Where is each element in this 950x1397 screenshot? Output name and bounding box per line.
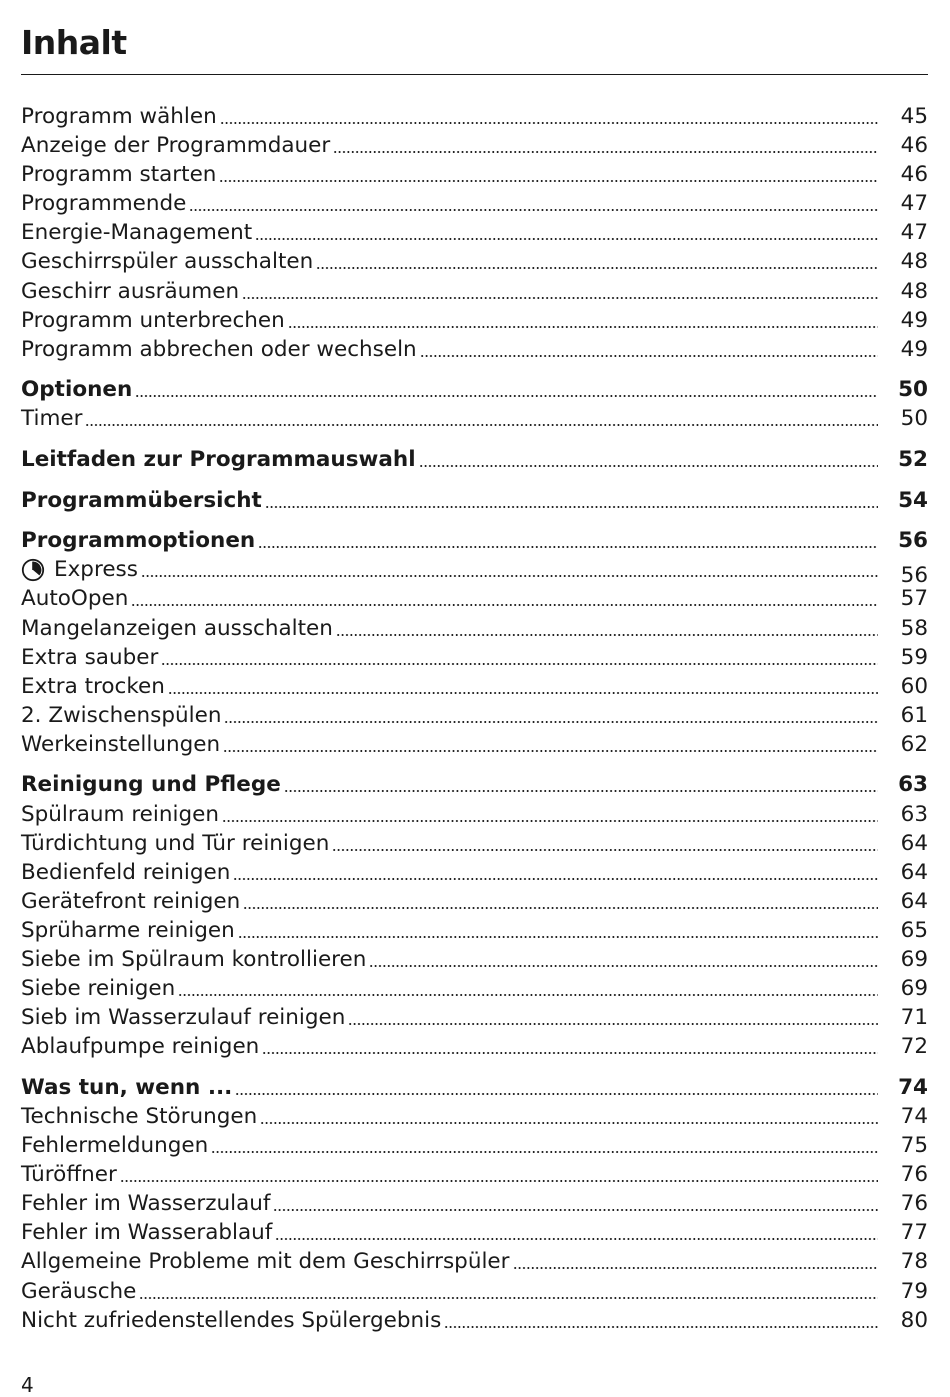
toc-section-heading[interactable]: [21, 770, 928, 799]
toc-entry-title: [21, 1247, 510, 1276]
dot-leader: [369, 945, 878, 974]
toc-entry[interactable]: [21, 218, 928, 247]
toc-entry-page: 64: [900, 859, 928, 885]
toc-entry-title: [21, 247, 313, 276]
toc-entry-page: 64: [900, 830, 928, 856]
toc-entry-label: Programm starten: [21, 162, 217, 188]
toc-entry-label: Energie-Management: [21, 220, 253, 246]
toc-entry[interactable]: [21, 643, 928, 672]
dot-leader: [161, 643, 878, 672]
toc-entry[interactable]: [21, 1131, 928, 1160]
dot-leader: [168, 672, 878, 701]
toc-entry-title: [21, 945, 366, 974]
page-title: Inhalt: [21, 23, 127, 62]
toc-entry[interactable]: [21, 584, 928, 613]
toc-entry-title: [21, 189, 186, 218]
dot-leader: [189, 189, 878, 218]
dot-leader: [222, 800, 878, 829]
dot-leader: [242, 277, 878, 306]
toc-entry-page: 48: [900, 278, 928, 304]
toc-entry-page: 58: [900, 615, 928, 641]
toc-entry[interactable]: [21, 945, 928, 974]
toc-entry-label: Was tun, wenn ...: [21, 1074, 233, 1100]
toc-entry-page: 76: [900, 1162, 928, 1188]
toc-entry-label: Siebe reinigen: [21, 976, 176, 1002]
toc-entry-title: [21, 375, 132, 404]
dot-leader: [238, 916, 878, 945]
toc-entry[interactable]: [21, 1160, 928, 1189]
toc-section-heading[interactable]: [21, 1073, 928, 1102]
toc-entry-title: [21, 306, 285, 335]
toc-entry-label: Fehlermeldungen: [21, 1133, 209, 1159]
toc-entry-page: 50: [900, 406, 928, 432]
dot-leader: [120, 1160, 878, 1189]
toc-entry-label: Ablaufpumpe reinigen: [21, 1034, 260, 1060]
dot-leader: [275, 1218, 878, 1247]
toc-entry[interactable]: [21, 247, 928, 276]
toc-entry[interactable]: [21, 189, 928, 218]
toc-entry-title: [21, 584, 128, 613]
toc-entry-label: 2. Zwischenspülen: [21, 702, 222, 728]
toc-entry-page: 56: [898, 528, 928, 554]
toc-entry-page: 52: [898, 447, 928, 473]
dot-leader: [233, 858, 878, 887]
toc-entry-label: Bedienfeld reinigen: [21, 859, 231, 885]
toc-entry-title: [21, 1189, 270, 1218]
toc-entry[interactable]: [21, 1003, 928, 1032]
toc-entry-title: [21, 858, 230, 887]
toc-entry[interactable]: [21, 306, 928, 335]
toc-entry[interactable]: [21, 1032, 928, 1061]
dot-leader: [141, 555, 878, 584]
dot-leader: [333, 131, 878, 160]
toc-entry-label: Reinigung und Pflege: [21, 772, 281, 798]
toc-entry-label: AutoOpen: [21, 586, 129, 612]
toc-entry-page: 74: [900, 1104, 928, 1129]
toc-entry-page: 63: [898, 772, 928, 798]
toc-entry-title: [21, 614, 333, 643]
toc-entry-label: Siebe im Spülraum kontrollieren: [21, 947, 367, 973]
dot-leader: [336, 614, 878, 643]
toc-entry-title: [21, 770, 281, 799]
title-divider: [21, 74, 928, 75]
dot-leader: [211, 1131, 878, 1160]
dot-leader: [219, 160, 878, 189]
dot-leader: [255, 218, 878, 247]
toc-entry-label: Fehler im Wasserzulauf: [21, 1191, 271, 1217]
toc-entry-page: 59: [900, 644, 928, 670]
toc-entry-label: Werkeinstellungen: [21, 731, 221, 757]
dot-leader: [273, 1189, 878, 1218]
toc-entry-title: [21, 800, 219, 829]
table-of-contents: [21, 102, 928, 1335]
toc-entry-label: Spülraum reinigen: [21, 801, 219, 827]
toc-entry-label: Programmende: [21, 191, 187, 217]
toc-entry-page: 69: [900, 947, 928, 973]
toc-entry-label: Programm abbrechen oder wechseln: [21, 336, 417, 362]
dot-leader: [258, 526, 878, 555]
toc-entry[interactable]: [21, 1218, 928, 1247]
dot-leader: [265, 486, 878, 515]
toc-entry[interactable]: [21, 614, 928, 643]
toc-entry-page: 79: [900, 1278, 928, 1304]
toc-entry-page: 65: [900, 917, 928, 943]
toc-entry[interactable]: [21, 102, 928, 131]
toc-entry-title: [21, 445, 416, 474]
toc-entry-page: 80: [900, 1307, 928, 1333]
toc-entry-page: 45: [900, 104, 928, 129]
toc-entry-title: [21, 555, 138, 584]
toc-entry-page: 57: [900, 586, 928, 612]
toc-entry-page: 46: [900, 162, 928, 188]
toc-entry-page: 64: [900, 888, 928, 914]
dot-leader: [260, 1102, 878, 1131]
toc-entry[interactable]: [21, 555, 928, 588]
toc-entry-page: 63: [900, 801, 928, 827]
dot-leader: [288, 306, 878, 335]
toc-entry-label: Sieb im Wasserzulauf reinigen: [21, 1005, 346, 1031]
toc-entry[interactable]: [21, 829, 928, 858]
dot-leader: [139, 1277, 878, 1306]
dot-leader: [316, 247, 878, 276]
toc-entry[interactable]: [21, 974, 928, 1003]
toc-entry-page: 46: [900, 133, 928, 159]
dot-leader: [243, 887, 878, 916]
toc-entry-title: [21, 277, 239, 306]
toc-entry[interactable]: [21, 160, 928, 189]
toc-entry-label: Anzeige der Programmdauer: [21, 133, 331, 159]
toc-entry-label: Geschirr ausräumen: [21, 278, 240, 304]
toc-entry[interactable]: [21, 1102, 928, 1131]
dot-leader: [444, 1306, 878, 1335]
toc-entry-label: Technische Störungen: [21, 1104, 258, 1129]
toc-entry-page: 61: [900, 702, 928, 728]
toc-entry-title: [21, 672, 165, 701]
toc-entry-label: Fehler im Wasserablauf: [21, 1220, 273, 1246]
dot-leader: [332, 829, 878, 858]
toc-entry-title: [21, 1131, 208, 1160]
toc-entry-page: 56: [900, 562, 928, 588]
toc-entry[interactable]: [21, 1189, 928, 1218]
dot-leader: [235, 1073, 878, 1102]
toc-entry[interactable]: [21, 404, 928, 433]
toc-entry-label: Geschirrspüler ausschalten: [21, 249, 314, 275]
toc-entry-title: [21, 974, 175, 1003]
toc-entry-label: Nicht zufriedenstellendes Spülergebnis: [21, 1307, 442, 1333]
toc-entry[interactable]: [21, 672, 928, 701]
toc-entry-label: Timer: [21, 406, 83, 432]
toc-section-heading[interactable]: [21, 526, 928, 555]
toc-entry[interactable]: [21, 800, 928, 829]
toc-entry[interactable]: [21, 1306, 928, 1335]
toc-entry-label: Extra sauber: [21, 644, 159, 670]
toc-entry-page: 75: [900, 1133, 928, 1159]
dot-leader: [223, 730, 878, 759]
toc-entry-title: [21, 1218, 272, 1247]
toc-entry-label: Programm wählen: [21, 104, 217, 129]
toc-entry[interactable]: [21, 277, 928, 306]
toc-entry-page: 60: [900, 673, 928, 699]
toc-entry-label: Türdichtung und Tür reinigen: [21, 830, 330, 856]
dot-leader: [131, 584, 878, 613]
toc-entry-label: Programm unterbrechen: [21, 307, 285, 333]
toc-entry-title: [21, 916, 235, 945]
toc-section-heading[interactable]: [21, 445, 928, 474]
toc-entry-label: Leitfaden zur Programmauswahl: [21, 447, 416, 473]
toc-entry-page: 74: [898, 1074, 928, 1100]
toc-entry-page: 49: [900, 336, 928, 362]
toc-entry-title: [21, 404, 82, 433]
toc-entry[interactable]: [21, 701, 928, 730]
toc-entry-title: [21, 1277, 136, 1306]
toc-entry-title: [21, 160, 216, 189]
toc-entry-title: [21, 1032, 259, 1061]
toc-entry[interactable]: [21, 335, 928, 364]
dot-leader: [513, 1247, 879, 1276]
toc-entry-title: [21, 643, 158, 672]
dot-leader: [135, 375, 878, 404]
toc-entry[interactable]: [21, 730, 928, 759]
toc-entry-page: 76: [900, 1191, 928, 1217]
toc-entry-page: 47: [900, 191, 928, 217]
toc-entry-title: [21, 335, 417, 364]
dot-leader: [178, 974, 878, 1003]
express-clock-icon: [21, 558, 45, 582]
dot-leader: [348, 1003, 878, 1032]
toc-entry-title: [21, 1160, 117, 1189]
toc-entry[interactable]: [21, 1277, 928, 1306]
toc-entry-page: 72: [900, 1034, 928, 1060]
toc-section-heading[interactable]: [21, 486, 928, 515]
toc-entry-label: Programmübersicht: [21, 487, 262, 513]
dot-leader: [220, 102, 878, 131]
toc-entry-label: Geräusche: [21, 1278, 137, 1304]
toc-entry-page: 49: [900, 307, 928, 333]
toc-entry[interactable]: [21, 131, 928, 160]
toc-entry-title: [21, 131, 330, 160]
toc-entry-page: 78: [900, 1249, 928, 1275]
toc-entry-page: 71: [900, 1005, 928, 1031]
toc-entry-label: Optionen: [21, 377, 133, 403]
toc-entry-title: [21, 102, 217, 131]
toc-entry-title: [21, 1003, 345, 1032]
toc-entry-label: Sprüharme reinigen: [21, 917, 235, 943]
toc-entry[interactable]: [21, 887, 928, 916]
toc-entry-page: 50: [898, 377, 928, 403]
page-number: 4: [21, 1373, 34, 1397]
toc-entry-title: [21, 526, 255, 555]
toc-entry-title: [21, 1102, 257, 1131]
toc-entry-label: Allgemeine Probleme mit dem Geschirrspüler: [21, 1249, 510, 1275]
toc-entry[interactable]: [21, 858, 928, 887]
toc-entry-label: Gerätefront reinigen: [21, 888, 241, 914]
dot-leader: [262, 1032, 878, 1061]
dot-leader: [85, 404, 878, 433]
toc-entry-label: Türöffner: [21, 1162, 117, 1188]
toc-entry-title: [21, 486, 262, 515]
dot-leader: [420, 335, 878, 364]
toc-entry-page: 69: [900, 976, 928, 1002]
toc-entry-title: [21, 887, 240, 916]
toc-entry-title: [21, 829, 329, 858]
toc-entry-title: [21, 1073, 232, 1102]
toc-entry-page: 62: [900, 731, 928, 757]
toc-entry-label: Express: [54, 557, 138, 583]
toc-entry-title: [21, 1306, 441, 1335]
toc-entry-title: [21, 701, 221, 730]
toc-entry-page: 48: [900, 249, 928, 275]
toc-entry-page: 47: [900, 220, 928, 246]
toc-entry-label: Mangelanzeigen ausschalten: [21, 615, 333, 641]
toc-entry-title: [21, 730, 220, 759]
toc-entry-title: [21, 218, 252, 247]
toc-entry-label: Extra trocken: [21, 673, 165, 699]
dot-leader: [224, 701, 878, 730]
toc-entry-label: Programmoptionen: [21, 528, 256, 554]
toc-entry[interactable]: [21, 916, 928, 945]
toc-section-heading[interactable]: [21, 375, 928, 404]
toc-entry[interactable]: [21, 1247, 928, 1276]
toc-entry-page: 54: [898, 487, 928, 513]
dot-leader: [284, 770, 878, 799]
toc-entry-page: 77: [900, 1220, 928, 1246]
dot-leader: [419, 445, 878, 474]
